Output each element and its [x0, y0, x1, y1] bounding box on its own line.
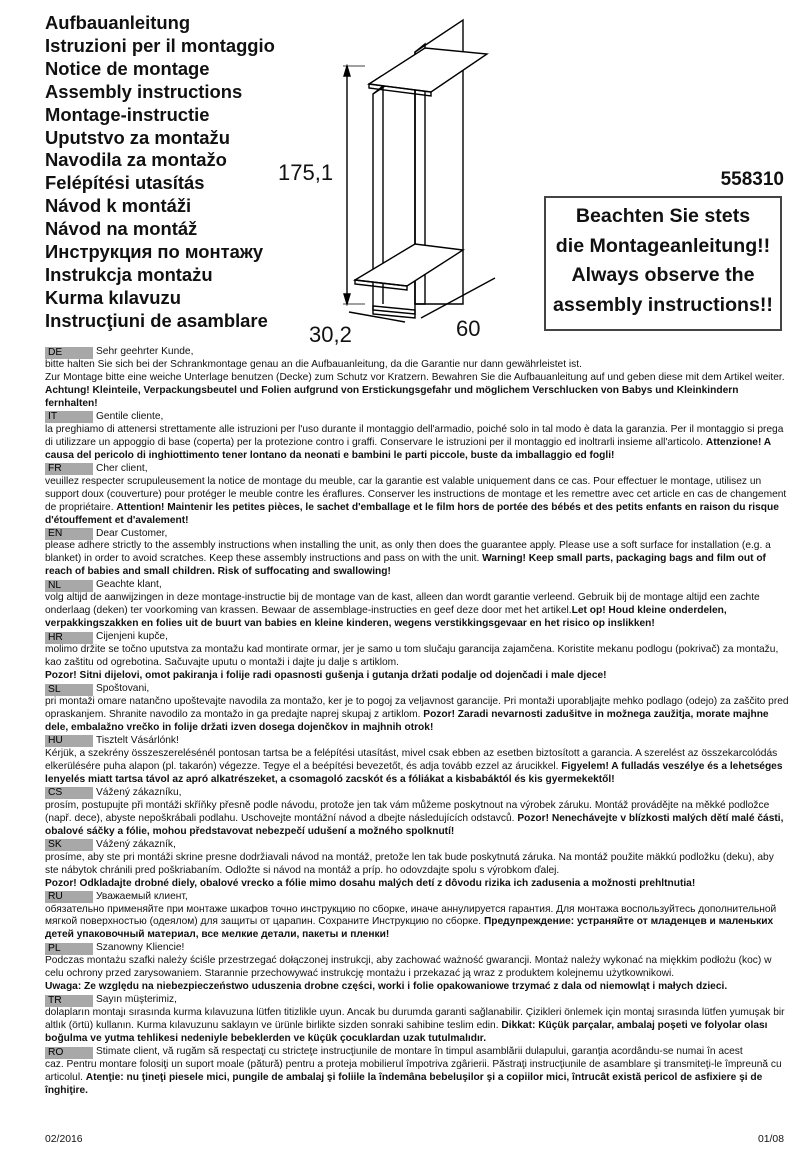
section-hr [45, 631, 790, 683]
section-hu [45, 735, 790, 787]
language-code: RU [45, 891, 93, 903]
notice-line: Always observe the [571, 264, 755, 286]
section-header [45, 411, 790, 424]
title-line: Aufbauanleitung [45, 12, 191, 33]
title-line: Navodila za montažo [45, 149, 227, 171]
depth-dimension: 30,2 [309, 322, 352, 347]
section-body [45, 644, 790, 683]
notice-line: die Montageanleitung!! [555, 234, 771, 257]
section-body [45, 540, 790, 579]
section-header [45, 994, 790, 1007]
title-line: Návod na montáž [45, 218, 198, 240]
language-code: FR [45, 463, 93, 475]
title-line: Uputstvo za montažu [45, 126, 230, 148]
title-line: Felépítési utasítás [45, 172, 205, 194]
title-line: Instrucţiuni de asamblare [45, 309, 268, 331]
title-line: Инструкция по монтажу [45, 241, 264, 263]
section-tr [45, 994, 790, 1046]
language-code: RO [45, 1047, 93, 1059]
language-sections [45, 346, 790, 1098]
section-body [45, 592, 790, 631]
section-header [45, 579, 790, 592]
section-header [45, 346, 790, 359]
title-line: Návod k montáži [45, 195, 192, 217]
greeting: Tisztelt Vásárlónk! [96, 734, 179, 746]
notice-box [544, 196, 782, 331]
section-warning: Pozor! Sitni dijelovi, omot pakiranja i folije radi opasnosti gušenja i gutanja držati podalje od dojenčadi i male djece! [45, 670, 607, 682]
section-header [45, 463, 790, 476]
title-line: Kurma kılavuzu [45, 286, 181, 308]
greeting: Cijenjeni kupče, [96, 631, 168, 643]
language-code: EN [45, 528, 93, 540]
section-header [45, 683, 790, 696]
section-text: pri montaži omare natančno upoštevajte navodila za montažo, ker je to pogoj za veljavnost garancije. Pri montaži uporabljajte mehko podlago (odejo) za zaščito pred opraskanjem. Shranite navodilo za montažo in ga predajte naprej skupaj z artiklom. [45, 696, 789, 721]
section-warning: Pozor! Zaradi nevarnosti zadušitve in možnega zaužitja, morate majhne dele, embalažno vrečko in folije držati izven dosega dojenčkov in majhnih otrok! [45, 709, 769, 733]
greeting: Vážený zákazníku, [96, 786, 182, 798]
section-text: bitte halten Sie sich bei der Schrankmontage genau an die Aufbauanleitung, da die Garantie nur dann gewährleistet ist. Zur Montage bitte eine weiche Unterlage benutzen (Decke) zum Schutz vor Kratzern. Bewahren Sie die Aufbauanleitung auf und geben diese mit dem Artikel weiter. [45, 359, 785, 383]
greeting: Gentile cliente, [96, 410, 164, 422]
language-code: HU [45, 735, 93, 747]
section-body [45, 476, 790, 528]
language-code: IT [45, 411, 93, 423]
greeting: Уважаемый клиент, [96, 890, 188, 902]
language-code: DE [45, 347, 93, 359]
section-header [45, 631, 790, 644]
title-line: Instrukcja montażu [45, 263, 213, 285]
section-warning: Pozor! Nenechávejte v blízkosti malých dětí malé části, obalové sáčky a fólie, mohou představovat nebezpečí udušení a možného spolknutí! [45, 812, 784, 837]
section-warning: Attention! Maintenir les petites pièces, le sachet d'emballage et le film hors de portée des bébés et des petits enfants en raison du risque d'étouffement et d'avalement! [45, 501, 779, 526]
section-text: dolapların montajı sırasında kurma kılavuzuna lütfen titizlikle uyun. Ancak bu durumda garanti sağlanabilir. Çizikleri önlemek için montaj sırasında lütfen yumuşak bir altlık (örtü) kullanın. Kurma kılavuzunu saklayın ve ürünle birlikte sizden sonraki sahibine teslim edin. [45, 1007, 785, 1032]
language-code: NL [45, 580, 93, 592]
section-warning: Figyelem! A fulladás veszélye és a lehetséges lenyelés miatt tartsa távol az apró alkatrészeket, a csomagoló zacskót és a fóliákat a kisbabáktól és kis gyermekektől! [45, 760, 783, 785]
language-code: SK [45, 839, 93, 851]
greeting: Spoštovani, [96, 683, 150, 695]
section-body [45, 1059, 790, 1098]
section-text: prosíme, aby ste pri montáži skrine presne dodržiavali návod na montáž, pretože len tak bude poskytnutá záruka. Na montáž použite mäkkú podložku (deku), aby ste nábytok chránili pred poškriabaním. Odložte si návod na montáž a príp. ho odovzdajte spolu s výrobkom ďalej. [45, 851, 774, 876]
section-header [45, 527, 790, 540]
language-code: SL [45, 684, 93, 696]
greeting: Dear Customer, [96, 527, 168, 539]
section-ro [45, 1046, 790, 1098]
title-line: Montage-instructie [45, 103, 210, 125]
section-fr [45, 463, 790, 528]
section-text: volg altijd de aanwijzingen in deze montage-instructie bij de montage van de kast, alleen dan wordt garantie verleend. Gebruik bij de montage altijd een zachte onderlaag (deken) ter voorkoming van krassen. Bewaar de assemblage-instructies en geef deze door met het artikel. [45, 592, 760, 617]
section-warning: Dikkat: Küçük parçalar, ambalaj poşeti ve folyolar olası boğulma ve yutma tehlikesi nedeniyle bebeklerden ve küçük çocuklardan uzak tutulmalıdır. [45, 1020, 768, 1045]
section-header [45, 735, 790, 748]
section-warning: Atenţie: nu ţineţi piesele mici, pungile de ambalaj şi foliile la îndemâna bebeluşilor şi a copiilor mici, întrucât există pericol de asfixiere şi de înghiţire. [45, 1072, 763, 1096]
section-header [45, 839, 790, 852]
width-dimension: 60 [456, 316, 481, 341]
article-number: 558310 [720, 169, 784, 190]
language-code: HR [45, 632, 93, 644]
greeting: Geachte klant, [96, 579, 162, 591]
section-body [45, 424, 790, 463]
section-ru [45, 891, 790, 943]
greeting: Sehr geehrter Kunde, [96, 346, 194, 358]
section-warning: Pozor! Odkladajte drobné diely, obalové vrecko a fólie mimo dosahu malých detí z dôvodu rizika ich zadusenia a možnosti prehltnutia! [45, 877, 696, 889]
section-cs [45, 787, 790, 839]
notice-line: assembly instructions!! [553, 293, 773, 316]
section-body [45, 852, 790, 891]
section-warning: Let op! Houd kleine onderdelen, verpakkingszakken en folies uit de buurt van babies en kleine kinderen, wegens verstikkingsgevaar en het risico op inslikken! [45, 605, 727, 630]
section-body [45, 748, 790, 787]
section-body [45, 955, 790, 994]
section-en [45, 527, 790, 579]
section-header [45, 787, 790, 800]
section-text: Kérjük, a szekrény összeszerelésénél pontosan tartsa be a felépítési utasítást, mivel csak ebben az esetben biztosított a garancia. A szerelést az összekarcolódás elkerülésére puha alapon (pl. takarón) végezze. Tegye el a beépítési bevezetőt, és adja tovább ezzel az árucikkel. [45, 747, 778, 772]
section-warning: Warning! Keep small parts, packaging bags and film out of reach of babies and small children. Risk of suffocating and swallowing! [45, 553, 766, 578]
section-warning: Attenzione! A causa del pericolo di inghiottimento tener lontano da neonati e bambini le parti piccole, buste da imballaggio ed fogli! [45, 436, 771, 461]
section-body [45, 904, 790, 943]
section-text: prosím, postupujte při montáži skříňky přesně podle návodu, protože jen tak vám můžeme poskytnout na výrobek záruku. Montáž provádějte na měkké podložce (např. dece), abyste nepoškrábali podlahu. Uschovejte montážní návod a dbejte následujících odstavců. [45, 799, 770, 824]
greeting: Szanowny Kliencie! [96, 942, 185, 954]
section-warning: Предупреждение: устраняйте от младенцев и маленьких детей упаковочный материал, все мелкие детали, пакеты и пленки! [45, 916, 774, 941]
section-de [45, 346, 790, 411]
title-line: Notice de montage [45, 57, 210, 79]
section-warning: Achtung! Kleinteile, Verpackungsbeutel und Folien aufgrund von Erstickungsgefahr und möglichem Verschlucken von Babys und Kleinkindern fernhalten! [45, 384, 739, 409]
title-line: Istruzioni per il montaggio [45, 34, 275, 56]
section-pl [45, 942, 790, 994]
language-code: TR [45, 995, 93, 1007]
section-body [45, 800, 790, 839]
section-nl [45, 579, 790, 631]
cabinet-drawing [335, 14, 515, 334]
title-line: Assembly instructions [45, 80, 243, 102]
section-body [45, 359, 790, 411]
language-code: PL [45, 943, 93, 955]
section-text: обязательно применяйте при монтаже шкафов точно инструкцию по сборке, иначе аннулируется гарантия. Для монтажа воспользуйтесь дополнительной мягкой поверхностью (одеялом) для защиты от царапин. Сохраните Инструкцию по сборке. [45, 903, 777, 928]
section-text: veuillez respecter scrupuleusement la notice de montage du meuble, car la garantie est valable uniquement dans ce cas. Pour effectuer le montage, utilisez un support doux (couverture) pour protéger le meuble contre les éraflures. Conserver les instructions de montage et les remettre avec cet article en cas de changement de propriétaire. [45, 475, 787, 513]
greeting: Cher client, [96, 462, 148, 474]
greeting: Vážený zákazník, [96, 838, 176, 850]
section-sl [45, 683, 790, 735]
section-header [45, 1046, 790, 1059]
section-text: Podczas montażu szafki należy ściśle przestrzegać dołączonej instrukcji, aby zachować ważność gwarancji. Montaż należy wykonać na miękkim podłożu (koc) w celu ochrony przed zarysowaniem. Starannie przechowywać instrukcję montażu i przekazać ją wraz z produktem kolejnemu użytkownikowi. [45, 955, 772, 980]
section-warning: Uwaga: Ze względu na niebezpieczeństwo uduszenia drobne części, worki i folie opakowaniowe trzymać z dala od niemowląt i małych dzieci. [45, 981, 728, 993]
footer-date: 02/2016 [45, 1134, 83, 1145]
section-it [45, 411, 790, 463]
section-text: la preghiamo di attenersi strettamente alle istruzioni per l'uso durante il montaggio dell'armadio, poiché solo in tal modo è data la garanzia. Per il montaggio si prega di utilizzare un appoggio di base (coperta) per la protezione contro i graffi. Conservare le istruzioni per il montaggio ed inoltrarli insieme all'articolo. [45, 423, 784, 448]
notice-line: Beachten Sie stets [575, 205, 751, 227]
section-text: molimo držite se točno uputstva za montažu kad montirate ormar, jer je samo u tom slučaju garancija zajamčena. Koristite mekanu podlogu (pokrivač) za montažu, kao zaštitu od ogrebotina. Sačuvajte uputu o montaži i dajte ju dalje s artiklom. [45, 644, 779, 669]
greeting: Stimate client, vă rugăm să respectaţi cu stricteţe instrucţiunile de montare în timpul asamblării dulapului, garanţia acordându-se numai în acest [96, 1046, 743, 1058]
greeting: Sayın müşterimiz, [96, 994, 177, 1006]
section-text: caz. Pentru montare folosiţi un suport moale (pătură) pentru a proteja mobilierul împotriva zgârierii. Păstraţi instrucţiunile de asamblare şi transmiteţi-le împreună cu articolul. [45, 1059, 782, 1084]
section-body [45, 696, 790, 735]
language-code: CS [45, 787, 93, 799]
section-text: please adhere strictly to the assembly instructions when installing the unit, as only then does the guarantee apply. Please use a soft surface for installation (e.g. a blanket) in order to avoid scratches. Keep these assembly instructions and pass on with the unit. [45, 540, 771, 565]
section-body [45, 1007, 790, 1046]
section-sk [45, 839, 790, 891]
height-dimension: 175,1 [278, 160, 334, 185]
footer-page: 01/08 [757, 1134, 784, 1145]
section-header [45, 891, 790, 904]
section-header [45, 942, 790, 955]
